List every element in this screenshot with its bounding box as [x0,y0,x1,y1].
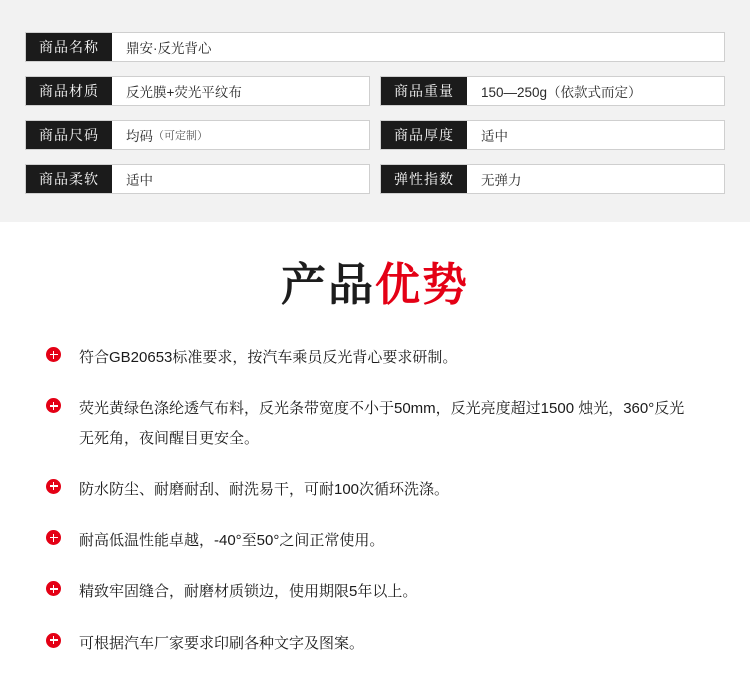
spec-value [112,121,369,149]
plus-circle-icon [46,530,61,545]
list-item-text: 符合GB20653标准要求，按汽车乘员反光背心要求研制。 [79,349,458,366]
advantages-list [0,343,750,658]
list-item-text: 可根据汽车厂家要求印刷各种文字及图案。 [79,634,365,652]
spec-table [0,0,750,222]
spec-label: 商品材质 [26,77,112,105]
spec-row [25,164,725,194]
spec-cell-material [25,76,370,106]
list-item [46,577,704,606]
list-item [46,526,704,555]
spec-label: 商品尺码 [26,121,112,149]
spec-cell-weight [380,76,725,106]
advantages-heading-part2: 优势 [375,259,470,310]
spec-label: 弹性指数 [381,165,467,193]
list-item [46,343,704,372]
spec-cell-elasticity [380,164,725,194]
plus-circle-icon [46,581,61,596]
plus-circle-icon [46,398,61,413]
advantages-heading-part1: 产品 [280,259,375,310]
spec-row [25,32,725,62]
spec-value-text: 适中 [481,129,508,144]
spec-cell-product-name [25,32,725,62]
spec-value [112,77,369,105]
spec-label: 商品名称 [26,33,112,61]
spec-label: 商品柔软 [26,165,112,193]
list-item [46,475,704,504]
plus-circle-icon [46,347,61,362]
list-item-text: 精致牢固缝合，耐磨材质锁边，使用期限5年以上。 [79,583,418,601]
spec-value-text: 适中 [126,173,153,188]
list-item-text: 荧光黄绿色涤纶透气布料，反光条带宽度不小于50mm，反光亮度超过1500 烛光，360°反光无死角，夜间醒目更安全。 [79,400,685,447]
spec-cell-size [25,120,370,150]
spec-value [467,121,724,149]
spec-value-note: （可定制） [153,130,208,142]
spec-value-text: 反光膜+荧光平纹布 [126,85,242,100]
spec-value [467,165,724,193]
spec-cell-softness [25,164,370,194]
spec-value [112,33,724,61]
plus-circle-icon [46,479,61,494]
spec-value [467,77,724,105]
list-item-text: 耐高低温性能卓越，-40°至50°之间正常使用。 [79,532,385,549]
list-item [46,629,704,658]
spec-value-text: 150—250g（依款式而定） [481,85,642,100]
spec-value-text: 鼎安·反光背心 [126,41,212,56]
list-item-text: 防水防尘、耐磨耐刮、耐洗易干，可耐100次循环洗涤。 [79,480,450,498]
spec-row [25,120,725,150]
advantages-heading [0,259,750,310]
spec-value [112,165,369,193]
spec-cell-thickness [380,120,725,150]
spec-row [25,76,725,106]
spec-label: 商品重量 [381,77,467,105]
list-item [46,394,704,453]
plus-circle-icon [46,633,61,648]
spec-label: 商品厚度 [381,121,467,149]
spec-value-text: 无弹力 [481,173,522,188]
spec-value-text: 均码 [126,129,153,144]
